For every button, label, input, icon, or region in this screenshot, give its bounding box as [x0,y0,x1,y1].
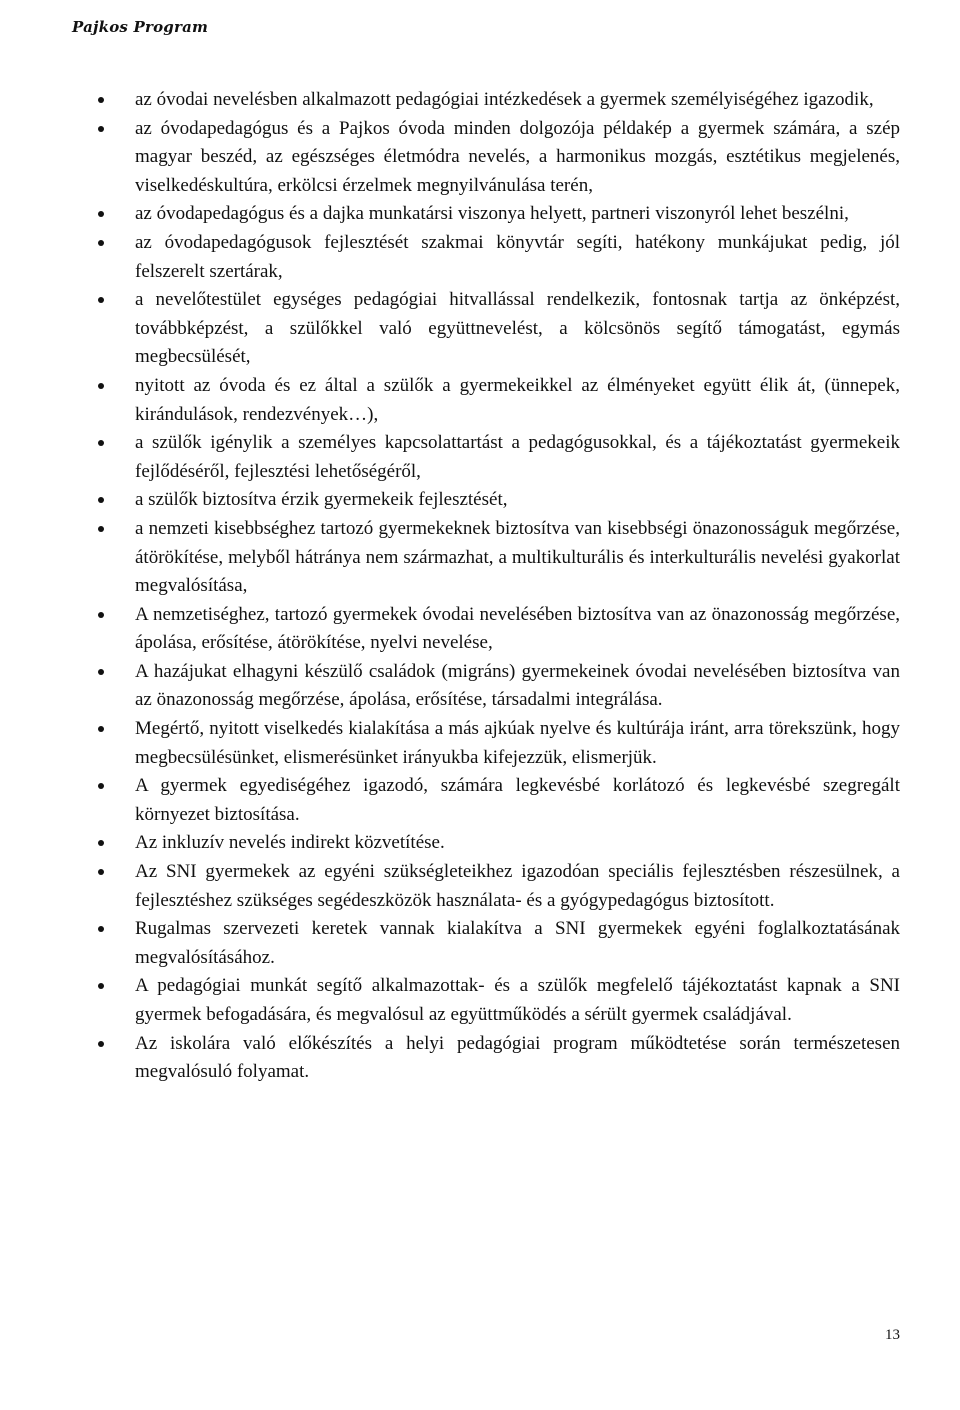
bullet-icon [98,211,104,217]
list-item [98,915,900,972]
list-item [98,829,900,858]
list-item [98,486,900,515]
list-item-text: Az iskolára való előkészítés a helyi pedagógiai program működtetése során természetesen megvalósuló folyamat. [135,1032,900,1083]
bullet-icon [98,240,104,246]
list-item-text: nyitott az óvoda és ez által a szülők a gyermekeikkel az élményeket együtt élik át, (ünnepek, kirándulások, rendezvények…), [135,374,900,425]
list-item-text: Az inkluzív nevelés indirekt közvetítése. [135,832,445,854]
list-item-text: az óvodapedagógus és a Pajkos óvoda minden dolgozója példakép a gyermek számára, a szép magyar beszéd, az egészséges életmódra nevelés, a harmonikus mozgás, esztétikus megjelenés, viselkedéskultúra, erkölcsi érzelmek megnyilvánulása terén, [135,117,900,196]
list-item-text: Az SNI gyermekek az egyéni szükségleteikhez igazodóan speciális fejlesztésben részesülnek, a fejlesztéshez szükséges segédeszközök használata- és a gyógypedagógus biztosított. [135,861,900,911]
bullet-icon [98,983,104,989]
list-item-text: a szülők biztosítva érzik gyermekeik fejlesztését, [135,489,508,511]
list-item [98,429,900,486]
list-item-text: Rugalmas szervezeti keretek vannak kialakítva a SNI gyermekek egyéni foglalkoztatásának megvalósításához. [135,918,900,968]
bullet-icon [98,669,104,675]
bullet-icon [98,612,104,618]
bullet-icon [98,383,104,389]
list-item [98,858,900,915]
bullet-icon [98,97,104,103]
list-item [98,515,900,601]
bullet-icon [98,297,104,303]
list-item-text: A pedagógiai munkát segítő alkalmazottak- és a szülők megfelelő tájékoztatást kapnak a SNI gyermek befogadására, és megvalósul az együttműködés a sérült gyermek családjával. [135,975,900,1025]
list-item [98,601,900,658]
bullet-list [98,86,900,1087]
bullet-icon [98,1041,104,1047]
list-item [98,372,900,429]
list-item [98,115,900,201]
list-item [98,286,900,372]
list-item-text: a nevelőtestület egységes pedagógiai hitvallással rendelkezik, fontosnak tartja az önképzést, továbbképzést, a szülőkkel való együttnevelést, a kölcsönös segítő támogatást, egymás megbecsülését, [135,289,900,368]
list-item-text: A hazájukat elhagyni készülő családok (migráns) gyermekeinek óvodai nevelésében biztosítva van az önazonosság megőrzése, ápolása, erősítése, társadalmi integrálása. [135,660,900,711]
page-header-title: Pajkos Program [72,18,209,36]
bullet-icon [98,783,104,789]
list-item [98,1030,900,1087]
bullet-icon [98,497,104,503]
list-item-text: A nemzetiséghez, tartozó gyermekek óvodai nevelésében biztosítva van az önazonosság megőrzése, ápolása, erősítése, átörökítése, nyelvi nevelése, [135,603,900,654]
list-item-text: a nemzeti kisebbséghez tartozó gyermekeknek biztosítva van kisebbségi önazonosságuk megőrzése, átörökítése, melyből hátránya nem származhat, a multikulturális és interkulturális nevelési gyakorlat megvalósítása, [135,517,900,597]
page-number: 13 [885,1327,900,1343]
list-item [98,772,900,829]
bullet-icon [98,840,104,846]
bullet-icon [98,869,104,875]
list-item [98,229,900,286]
list-item-text: a szülők igénylik a személyes kapcsolattartást a pedagógusokkal, és a tájékoztatást gyermekeik fejlődéséről, fejlesztési lehetőségéről, [135,432,900,482]
list-item [98,200,900,229]
list-item [98,972,900,1029]
list-item-text: az óvodapedagógusok fejlesztését szakmai könyvtár segíti, hatékony munkájukat pedig, jól felszerelt szertárak, [135,231,900,282]
list-item [98,715,900,772]
bullet-icon [98,440,104,446]
list-item-text: az óvodapedagógus és a dajka munkatársi viszonya helyett, partneri viszonyról lehet beszélni, [135,203,849,225]
list-item-text: az óvodai nevelésben alkalmazott pedagógiai intézkedések a gyermek személyiségéhez igazodik, [135,89,874,110]
list-item-text: A gyermek egyediségéhez igazodó, számára legkevésbé korlátozó és legkevésbé szegregált környezet biztosítása. [135,775,900,825]
bullet-icon [98,926,104,932]
list-item-text: Megértő, nyitott viselkedés kialakítása a más ajkúak nyelve és kultúrája iránt, arra törekszünk, hogy megbecsülésünket, elismerésünket irányukba kifejezzük, elismerjük. [135,718,900,768]
bullet-icon [98,126,104,132]
bullet-icon [98,726,104,732]
list-item [98,86,900,115]
bullet-icon [98,526,104,532]
list-item [98,658,900,715]
